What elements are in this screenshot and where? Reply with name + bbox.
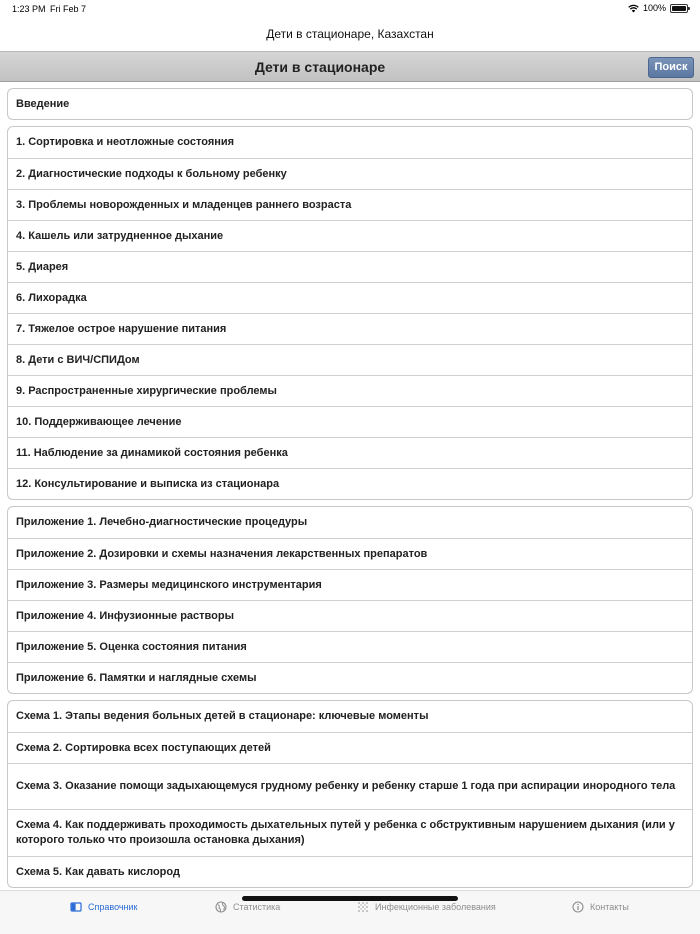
tab-label: Инфекционные заболевания (375, 902, 496, 912)
info-icon (572, 901, 584, 913)
status-time: 1:23 PM (12, 4, 46, 14)
list-item[interactable]: Схема 3. Оказание помощи задыхающемуся грудному ребенку и ребенку старше 1 года при аспирации инородного тела (8, 763, 692, 809)
list-item[interactable]: Приложение 3. Размеры медицинского инструментария (8, 569, 692, 600)
group-introduction (7, 88, 693, 120)
list-item[interactable]: Схема 2. Сортировка всех поступающих детей (8, 732, 692, 763)
group-schemes (7, 700, 693, 888)
list-item[interactable]: Приложение 5. Оценка состояния питания (8, 631, 692, 662)
list-item[interactable]: 7. Тяжелое острое нарушение питания (8, 313, 692, 344)
status-date: Fri Feb 7 (50, 4, 87, 14)
tab-contacts[interactable] (572, 901, 629, 913)
battery-percent: 100% (642, 3, 666, 13)
search-button[interactable]: Поиск (648, 57, 694, 78)
status-bar (0, 0, 700, 18)
book-icon (70, 901, 82, 913)
contents-list (0, 88, 700, 890)
list-item[interactable]: 4. Кашель или затрудненное дыхание (8, 220, 692, 251)
page-title: Дети в стационаре (254, 59, 386, 75)
tab-label: Контакты (590, 902, 629, 912)
list-item[interactable]: 6. Лихорадка (8, 282, 692, 313)
status-right (628, 3, 688, 13)
list-item[interactable]: 8. Дети с ВИЧ/СПИДом (8, 344, 692, 375)
battery-icon (670, 4, 688, 13)
list-item[interactable]: 1. Сортировка и неотложные состояния (16, 136, 235, 148)
list-item[interactable]: 2. Диагностические подходы к больному ребенку (8, 158, 692, 189)
list-item[interactable]: Приложение 6. Памятки и наглядные схемы (8, 662, 692, 693)
list-item[interactable]: 5. Диарея (8, 251, 692, 282)
list-item[interactable]: 12. Консультирование и выписка из стационара (8, 468, 692, 499)
list-item-introduction[interactable]: Введение (16, 97, 70, 110)
group-appendices (7, 506, 693, 694)
list-item[interactable]: 3. Проблемы новорожденных и младенцев раннего возраста (8, 189, 692, 220)
group-chapters (7, 126, 693, 500)
home-indicator[interactable] (242, 896, 458, 901)
tab-statistics[interactable] (215, 901, 280, 913)
list-item[interactable]: 10. Поддерживающее лечение (8, 406, 692, 437)
list-item[interactable]: Приложение 2. Дозировки и схемы назначения лекарственных препаратов (8, 538, 692, 569)
tab-label: Статистика (233, 902, 281, 912)
toolbar (0, 51, 700, 82)
tab-label: Справочник (88, 902, 138, 912)
app-title: Дети в стационаре, Казахстан (266, 27, 434, 41)
list-item[interactable]: 11. Наблюдение за динамикой состояния ребенка (8, 437, 692, 468)
list-item[interactable]: Схема 5. Как давать кислород (8, 856, 692, 887)
tab-infectious-diseases[interactable] (357, 901, 496, 913)
wifi-icon (628, 4, 639, 13)
list-item[interactable]: Приложение 1. Лечебно-диагностические процедуры (16, 516, 308, 528)
tab-bar (0, 890, 700, 934)
list-item[interactable]: Приложение 4. Инфузионные растворы (8, 600, 692, 631)
list-item[interactable]: Схема 4. Как поддерживать проходимость дыхательных путей у ребенка с обструктивным нарушением дыхания (или у которого только что произошла остановка дыхания) (8, 809, 692, 856)
tab-reference[interactable] (70, 901, 138, 913)
virus-icon (357, 901, 369, 913)
globe-icon (215, 901, 227, 913)
list-item[interactable]: 9. Распространенные хирургические проблемы (8, 375, 692, 406)
list-item[interactable]: Схема 1. Этапы ведения больных детей в стационаре: ключевые моменты (16, 710, 429, 722)
